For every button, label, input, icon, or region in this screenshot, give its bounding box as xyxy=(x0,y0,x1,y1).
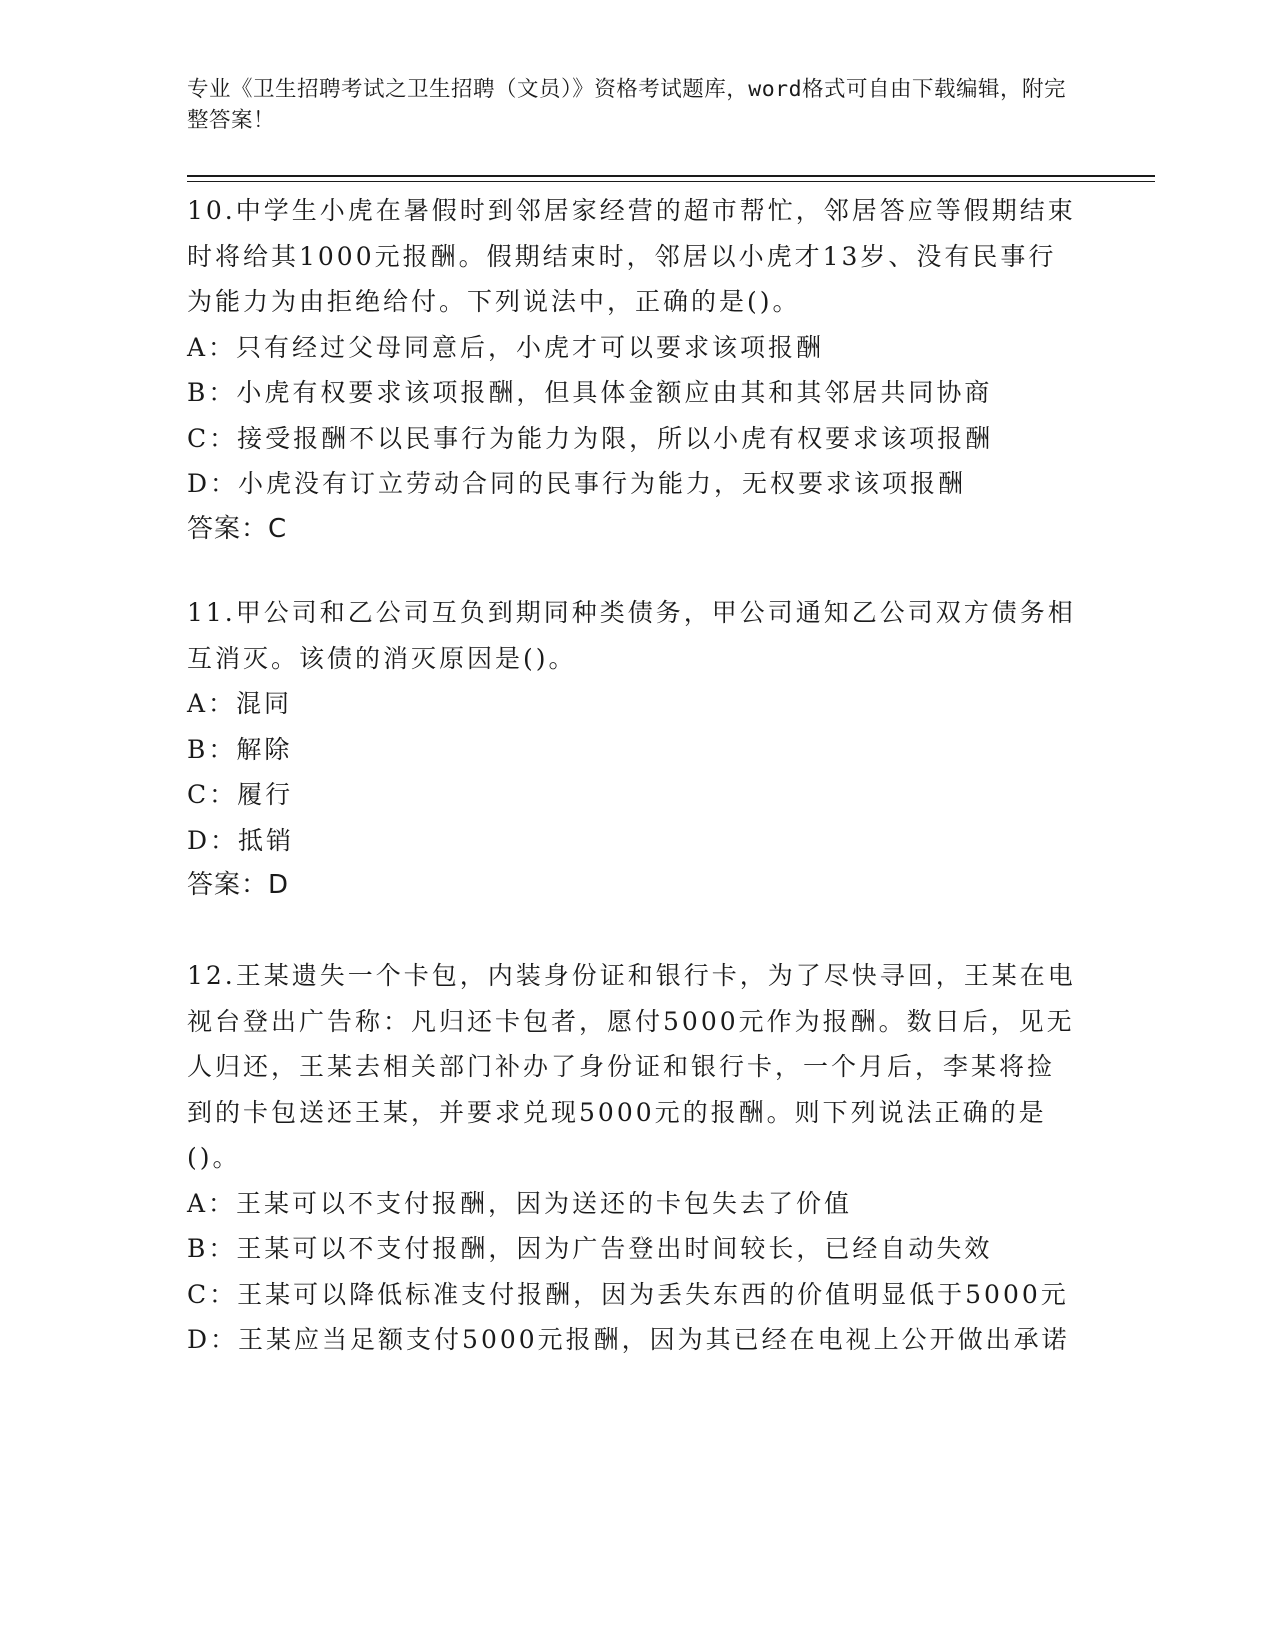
option-a: A：只有经过父母同意后，小虎才可以要求该项报酬 xyxy=(187,332,825,362)
question-stem: 11.甲公司和乙公司互负到期同种类债务，甲公司通知乙公司双方债务相互消灭。该债的消灭原因是()。 xyxy=(187,598,1076,673)
option-c: C：履行 xyxy=(187,780,294,809)
option-d: D：小虎没有订立劳动合同的民事行为能力，无权要求该项报酬 xyxy=(187,469,967,498)
option-c: C：接受报酬不以民事行为能力为限，所以小虎有权要求该项报酬 xyxy=(187,423,994,453)
option-b: B：王某可以不支付报酬，因为广告登出时间较长，已经自动失效 xyxy=(187,1234,993,1263)
option-a: A：混同 xyxy=(187,689,293,718)
question-stem: 10.中学生小虎在暑假时到邻居家经营的超市帮忙，邻居答应等假期结束时将给其1000元报酬。假期结束时，邻居以小虎才13岁、没有民事行为能力为由拒绝给付。下列说法中，正确的是()。 xyxy=(187,196,1076,316)
option-d: D：王某应当足额支付5000元报酬，因为其已经在电视上公开做出承诺 xyxy=(187,1325,1070,1354)
option-a: A：王某可以不支付报酬，因为送还的卡包失去了价值 xyxy=(187,1188,853,1218)
question-12 xyxy=(187,953,1077,1363)
answer-label: 答案：D xyxy=(187,870,290,900)
answer-label: 答案：C xyxy=(187,513,288,544)
header-intro: 专业《卫生招聘考试之卫生招聘（文员）》资格考试题库，word格式可自由下载编辑，附完整答案！ xyxy=(187,77,1067,133)
header-divider-thin xyxy=(187,181,1155,182)
option-b: B：小虎有权要求该项报酬，但具体金额应由其和其邻居共同协商 xyxy=(187,378,993,407)
question-stem: 12.王某遗失一个卡包，内装身份证和银行卡，为了尽快寻回，王某在电视台登出广告称：凡归还卡包者，愿付5000元作为报酬。数日后，见无人归还，王某去相关部门补办了身份证和银行卡，一个月后，李某将捡到的卡包送还王某，并要求兑现5000元的报酬。则下列说法正确的是()。 xyxy=(187,961,1076,1172)
option-c: C：王某可以降低标准支付报酬，因为丢失东西的价值明显低于5000元 xyxy=(187,1279,1069,1309)
question-10 xyxy=(187,188,1077,552)
option-d: D：抵销 xyxy=(187,825,295,855)
option-b: B：解除 xyxy=(187,734,293,764)
header-divider-thick xyxy=(187,175,1155,177)
question-11 xyxy=(187,590,1077,909)
